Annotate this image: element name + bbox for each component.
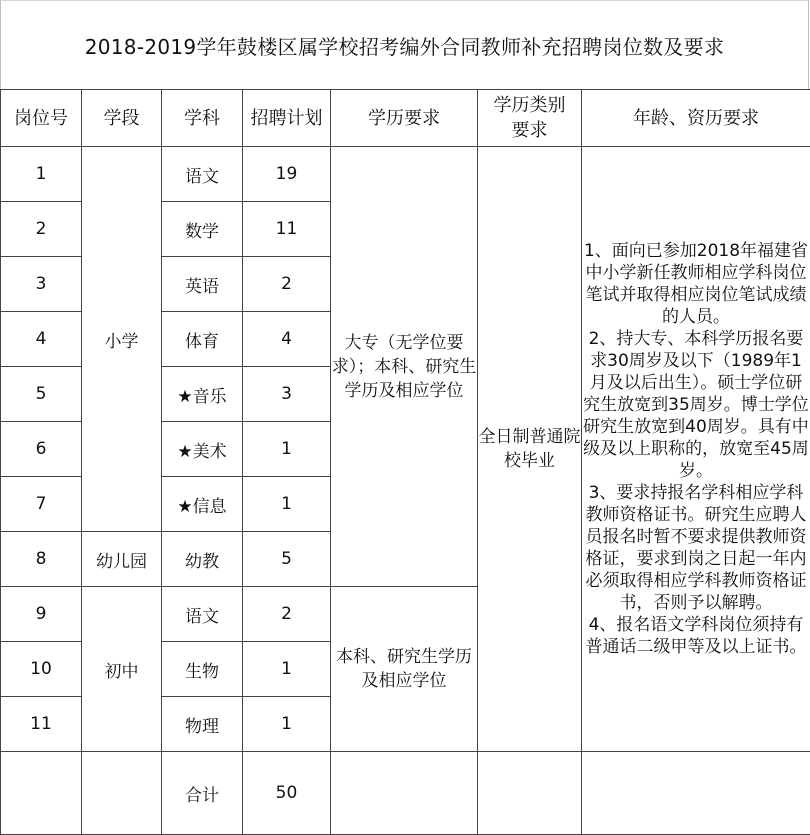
- header-post-no: 岗位号: [1, 90, 82, 147]
- total-value: 50: [243, 752, 331, 835]
- post-number: 3: [1, 257, 82, 312]
- post-number: 11: [1, 697, 82, 752]
- header-edu-type: 学历类别要求: [478, 90, 582, 147]
- page-title: 2018-2019学年鼓楼区属学校招考编外合同教师补充招聘岗位数及要求: [85, 31, 725, 60]
- total-blank-cell: [82, 752, 162, 835]
- subject-cell: 语文: [162, 587, 243, 642]
- post-number: 2: [1, 202, 82, 257]
- plan-cell: 3: [243, 367, 331, 422]
- plan-cell: 2: [243, 587, 331, 642]
- age-qualification-requirements: [582, 147, 810, 752]
- stage-cell-primary: 小学: [82, 147, 162, 532]
- header-plan: 招聘计划: [243, 90, 331, 147]
- plan-cell: 1: [243, 697, 331, 752]
- subject-cell: 语文: [162, 147, 243, 202]
- post-number: 10: [1, 642, 82, 697]
- table-title-cell: [0, 0, 809, 89]
- post-number: 4: [1, 312, 82, 367]
- plan-cell: 1: [243, 422, 331, 477]
- requirement-4: 4、报名语文学科岗位须持有普通话二级甲等及以上证书。: [582, 614, 810, 658]
- subject-cell: 数学: [162, 202, 243, 257]
- education-requirement-a: 大专（无学位要求）；本科、研究生学历及相应学位: [331, 147, 478, 587]
- subject-cell: 生物: [162, 642, 243, 697]
- subject-cell: 英语: [162, 257, 243, 312]
- plan-cell: 1: [243, 642, 331, 697]
- plan-cell: 19: [243, 147, 331, 202]
- post-number: 1: [1, 147, 82, 202]
- total-label: 合计: [162, 752, 243, 835]
- plan-cell: 5: [243, 532, 331, 587]
- subject-cell: ★信息: [162, 477, 243, 532]
- subject-cell: ★音乐: [162, 367, 243, 422]
- post-number: 7: [1, 477, 82, 532]
- requirement-1: 1、面向已参加2018年福建省中小学新任教师相应学科岗位笔试并取得相应岗位笔试成绩的人员。: [582, 240, 810, 328]
- total-blank-cell: [331, 752, 478, 835]
- subject-cell: 体育: [162, 312, 243, 367]
- header-education: 学历要求: [331, 90, 478, 147]
- edu-type-cell: 全日制普通院校毕业: [478, 147, 582, 752]
- requirement-3: 3、要求持报名学科相应学科教师资格证书。研究生应聘人员报名时暂不要求提供教师资格证，要求到岗之日起一年内必须取得相应学科教师资格证书，否则予以解聘。: [582, 482, 810, 614]
- header-row: [1, 90, 810, 147]
- stage-cell-junior: 初中: [82, 587, 162, 752]
- total-blank-cell: [582, 752, 810, 835]
- post-number: 5: [1, 367, 82, 422]
- table-row: [1, 147, 810, 202]
- post-number: 6: [1, 422, 82, 477]
- header-subject: 学科: [162, 90, 243, 147]
- total-blank-cell: [478, 752, 582, 835]
- recruitment-table: [0, 89, 810, 835]
- requirement-2: 2、持大专、本科学历报名要求30周岁及以下（1989年1月及以后出生）。硕士学位研究生放宽到35周岁。博士学位研究生放宽到40周岁。具有中级及以上职称的，放宽至45周岁。: [582, 328, 810, 482]
- subject-cell: 幼教: [162, 532, 243, 587]
- plan-cell: 1: [243, 477, 331, 532]
- header-age-qual: 年龄、资历要求: [582, 90, 810, 147]
- post-number: 8: [1, 532, 82, 587]
- subject-cell: 物理: [162, 697, 243, 752]
- total-blank-cell: [1, 752, 82, 835]
- stage-cell-kindergarten: 幼儿园: [82, 532, 162, 587]
- plan-cell: 4: [243, 312, 331, 367]
- header-stage: 学段: [82, 90, 162, 147]
- plan-cell: 11: [243, 202, 331, 257]
- plan-cell: 2: [243, 257, 331, 312]
- education-requirement-b: 本科、研究生学历及相应学位: [331, 587, 478, 752]
- post-number: 9: [1, 587, 82, 642]
- total-row: [1, 752, 810, 835]
- subject-cell: ★美术: [162, 422, 243, 477]
